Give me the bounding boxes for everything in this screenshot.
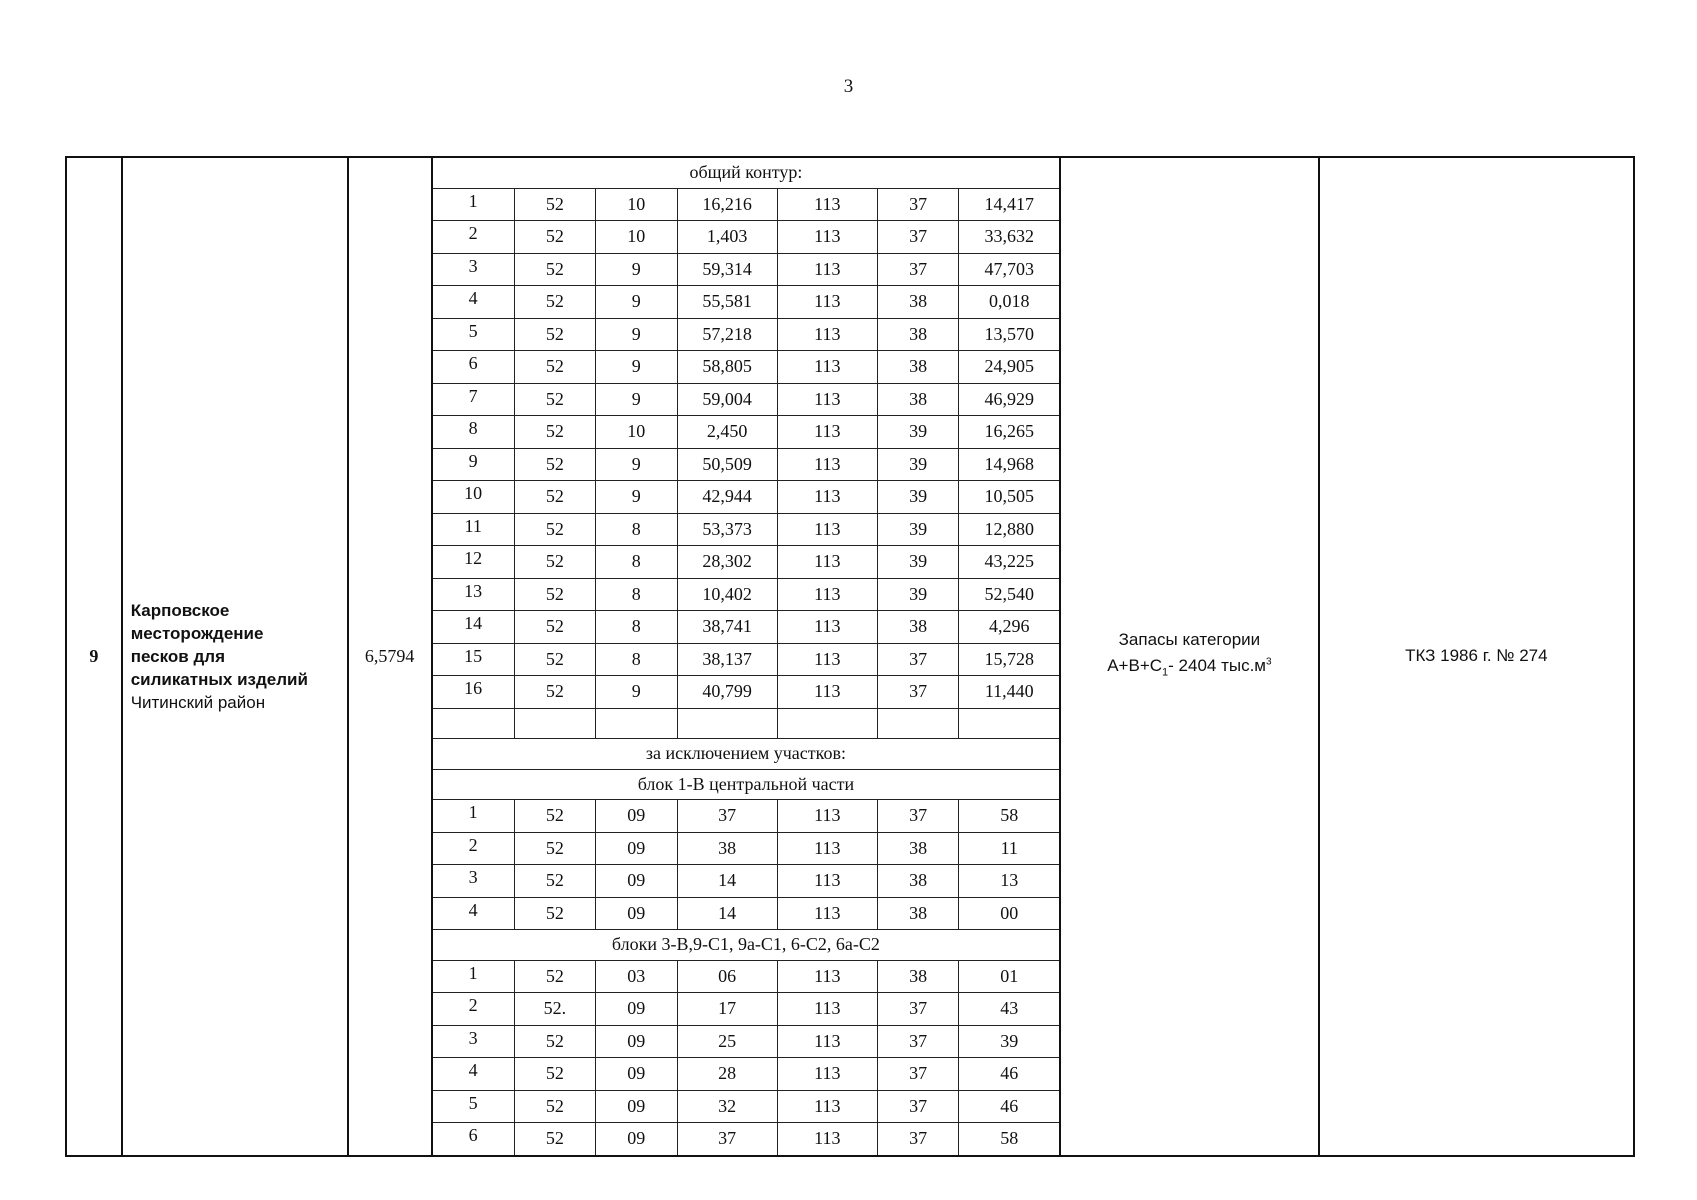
coordinate-value: 37 [877,1058,958,1091]
section-row [433,769,1059,800]
coordinate-value: 52 [514,481,595,514]
coordinate-value: 113 [777,1025,877,1058]
coordinate-value: 38 [677,832,777,865]
coordinate-value: 9 [596,318,677,351]
coordinate-value: 4,296 [959,611,1059,644]
coordinate-value: 39 [959,1025,1059,1058]
coordinate-value: 09 [596,800,677,833]
coordinate-row [433,676,1059,709]
coordinate-value: 52 [514,221,595,254]
coordinate-value: 37 [877,1025,958,1058]
point-number: 9 [433,448,514,481]
coordinate-row [433,286,1059,319]
coordinate-value: 37 [877,676,958,709]
coordinate-value: 16,216 [677,188,777,221]
coordinate-value: 15,728 [959,643,1059,676]
section-title: блоки 3-В,9-С1, 9а-С1, 6-С2, 6а-С2 [433,930,1059,961]
coordinate-value: 113 [777,897,877,930]
coordinate-value: 09 [596,1090,677,1123]
deposit-name-line: песков для [130,646,225,666]
deposit-name-line: силикатных изделий [130,669,308,689]
coordinate-row [433,993,1059,1026]
coordinate-value: 46 [959,1058,1059,1091]
coordinate-value: 113 [777,448,877,481]
reserves-cell [1060,157,1319,1156]
coordinate-row [433,318,1059,351]
coordinate-value: 52 [514,1058,595,1091]
coordinate-value: 10,505 [959,481,1059,514]
coordinate-value: 113 [777,351,877,384]
coordinate-value: 113 [777,318,877,351]
coordinate-value: 24,905 [959,351,1059,384]
coordinate-value: 52 [514,448,595,481]
coordinate-value: 9 [596,676,677,709]
coordinate-row [433,1090,1059,1123]
point-number: 4 [433,1058,514,1091]
coordinate-value: 38,137 [677,643,777,676]
coordinate-value: 113 [777,221,877,254]
coordinate-row [433,643,1059,676]
coordinate-value: 52 [514,513,595,546]
coordinate-value: 37 [877,253,958,286]
coordinate-value: 37 [877,800,958,833]
point-number: 11 [433,513,514,546]
coordinate-value: 09 [596,1058,677,1091]
coordinate-value: 8 [596,578,677,611]
coordinate-row [433,1025,1059,1058]
coordinate-value: 16,265 [959,416,1059,449]
coordinate-value: 09 [596,897,677,930]
coordinate-value: 52 [514,1123,595,1155]
coordinate-value: 113 [777,513,877,546]
coordinate-row [433,383,1059,416]
coordinate-row [433,253,1059,286]
coordinate-value: 28,302 [677,546,777,579]
coordinate-row [433,188,1059,221]
coordinate-value: 52 [514,832,595,865]
decision-cell: ТКЗ 1986 г. № 274 [1319,157,1634,1156]
section-title: за исключением участков: [433,739,1059,770]
coordinate-value: 38 [877,318,958,351]
coordinate-value: 113 [777,383,877,416]
coordinate-row [433,351,1059,384]
coordinate-value: 37 [877,993,958,1026]
section-title: блок 1-В центральной части [433,769,1059,800]
coordinate-value: 09 [596,832,677,865]
reserves-label: Запасы категории [1118,629,1261,649]
table-row [66,157,1634,1156]
section-row [433,158,1059,188]
area-value: 6,5794 [348,157,432,1156]
point-number: 3 [433,1025,514,1058]
coordinate-value: 38 [877,383,958,416]
empty-cell [596,708,677,739]
point-number: 14 [433,611,514,644]
section-row [433,930,1059,961]
coordinate-value: 39 [877,448,958,481]
empty-cell [777,708,877,739]
coordinates-table [433,158,1059,1155]
point-number: 5 [433,1090,514,1123]
coordinate-value: 46,929 [959,383,1059,416]
coordinate-value: 13,570 [959,318,1059,351]
coordinate-value: 10 [596,416,677,449]
coordinate-value: 28 [677,1058,777,1091]
point-number: 8 [433,416,514,449]
coordinate-value: 37 [877,1090,958,1123]
coordinate-value: 11 [959,832,1059,865]
coordinate-value: 59,004 [677,383,777,416]
coordinate-row [433,960,1059,993]
coordinates-cell [432,157,1060,1156]
coordinate-value: 43 [959,993,1059,1026]
coordinate-value: 113 [777,800,877,833]
coordinate-value: 37 [677,1123,777,1155]
coordinate-value: 8 [596,546,677,579]
point-number: 15 [433,643,514,676]
coordinate-value: 37 [877,221,958,254]
empty-cell [959,708,1059,739]
coordinate-value: 39 [877,546,958,579]
row-index: 9 [66,157,122,1156]
coordinate-value: 9 [596,383,677,416]
coordinate-value: 2,450 [677,416,777,449]
coordinate-value: 52 [514,643,595,676]
coordinate-value: 52 [514,253,595,286]
coordinate-row [433,832,1059,865]
coordinate-value: 52 [514,1090,595,1123]
coordinate-value: 13 [959,865,1059,898]
coordinate-value: 52 [514,188,595,221]
coordinate-value: 55,581 [677,286,777,319]
coordinate-value: 38 [877,865,958,898]
coordinate-value: 52 [514,546,595,579]
coordinate-value: 113 [777,188,877,221]
coordinate-value: 37 [877,643,958,676]
coordinate-value: 38 [877,960,958,993]
deposit-name-line: месторождение [130,623,264,643]
coordinate-value: 39 [877,416,958,449]
coordinate-value: 17 [677,993,777,1026]
coordinate-value: 113 [777,1090,877,1123]
coordinate-value: 50,509 [677,448,777,481]
district-name: Читинский район [130,692,266,712]
coordinate-value: 59,314 [677,253,777,286]
coordinate-value: 9 [596,351,677,384]
coordinate-value: 38 [877,611,958,644]
coordinate-value: 12,880 [959,513,1059,546]
coordinate-value: 52 [514,611,595,644]
point-number: 6 [433,351,514,384]
point-number: 10 [433,481,514,514]
coordinate-value: 113 [777,416,877,449]
point-number: 6 [433,1123,514,1155]
point-number: 5 [433,318,514,351]
coordinate-row [433,513,1059,546]
coordinate-value: 37 [877,188,958,221]
coordinate-value: 113 [777,253,877,286]
coordinate-value: 52 [514,286,595,319]
coordinate-value: 10,402 [677,578,777,611]
section-title: общий контур: [433,158,1059,188]
coordinate-value: 14,417 [959,188,1059,221]
coordinate-row [433,448,1059,481]
coordinate-value: 113 [777,578,877,611]
coordinate-value: 33,632 [959,221,1059,254]
coordinate-value: 38 [877,351,958,384]
coordinate-value: 03 [596,960,677,993]
coordinate-value: 113 [777,611,877,644]
coordinate-value: 58 [959,800,1059,833]
coordinate-value: 9 [596,481,677,514]
page-number: 3 [843,76,854,97]
coordinate-value: 09 [596,1025,677,1058]
point-number: 4 [433,897,514,930]
coordinate-row [433,800,1059,833]
coordinate-value: 58,805 [677,351,777,384]
point-number: 3 [433,253,514,286]
point-number: 16 [433,676,514,709]
coordinate-value: 57,218 [677,318,777,351]
coordinate-value: 9 [596,253,677,286]
coordinate-row [433,481,1059,514]
empty-cell [514,708,595,739]
coordinate-value: 09 [596,865,677,898]
coordinate-value: 52,540 [959,578,1059,611]
deposit-name-line: Карповское [130,600,230,620]
coordinate-value: 52. [514,993,595,1026]
empty-cell [677,708,777,739]
coordinate-value: 52 [514,676,595,709]
point-number: 7 [433,383,514,416]
coordinate-value: 14,968 [959,448,1059,481]
empty-cell [877,708,958,739]
coordinate-value: 9 [596,448,677,481]
coordinate-value: 113 [777,1123,877,1155]
coordinate-value: 00 [959,897,1059,930]
coordinate-value: 8 [596,513,677,546]
coordinate-value: 39 [877,578,958,611]
coordinate-value: 09 [596,1123,677,1155]
coordinate-value: 1,403 [677,221,777,254]
coordinate-row [433,416,1059,449]
empty-cell [433,708,514,739]
section-row [433,739,1059,770]
coordinate-value: 11,440 [959,676,1059,709]
coordinate-value: 32 [677,1090,777,1123]
deposit-table [65,156,1635,1157]
coordinate-value: 52 [514,318,595,351]
coordinate-value: 14 [677,897,777,930]
coordinate-value: 113 [777,286,877,319]
coordinate-value: 52 [514,1025,595,1058]
coordinate-value: 9 [596,286,677,319]
point-number: 1 [433,188,514,221]
coordinate-value: 52 [514,416,595,449]
point-number: 13 [433,578,514,611]
coordinate-value: 113 [777,960,877,993]
coordinate-value: 10 [596,188,677,221]
coordinate-row [433,1123,1059,1155]
coordinate-value: 52 [514,578,595,611]
point-number: 1 [433,800,514,833]
point-number: 2 [433,832,514,865]
point-number: 3 [433,865,514,898]
coordinate-row [433,578,1059,611]
coordinate-value: 52 [514,800,595,833]
coordinate-value: 8 [596,643,677,676]
coordinate-value: 113 [777,832,877,865]
point-number: 2 [433,993,514,1026]
coordinate-value: 113 [777,676,877,709]
coordinate-value: 113 [777,865,877,898]
coordinate-value: 113 [777,546,877,579]
coordinate-row [433,221,1059,254]
reserves-formula: $А+В+С_1-$ 2404 $тыс.м^3$ [1107,656,1272,679]
coordinate-value: 37 [877,1123,958,1155]
coordinate-value: 0,018 [959,286,1059,319]
coordinate-value: 52 [514,865,595,898]
coordinate-value: 06 [677,960,777,993]
coordinate-value: 113 [777,643,877,676]
coordinate-value: 40,799 [677,676,777,709]
coordinate-value: 09 [596,993,677,1026]
coordinate-value: 01 [959,960,1059,993]
point-number: 1 [433,960,514,993]
coordinate-row [433,897,1059,930]
coordinate-value: 42,944 [677,481,777,514]
coordinate-value: 38,741 [677,611,777,644]
coordinate-value: 14 [677,865,777,898]
coordinate-value: 46 [959,1090,1059,1123]
coordinate-row [433,611,1059,644]
coordinate-value: 52 [514,897,595,930]
coordinate-value: 38 [877,286,958,319]
coordinate-value: 113 [777,1058,877,1091]
coordinate-value: 25 [677,1025,777,1058]
point-number: 2 [433,221,514,254]
coordinate-value: 39 [877,481,958,514]
coordinate-row [433,546,1059,579]
coordinate-value: 52 [514,383,595,416]
point-number: 12 [433,546,514,579]
coordinate-value: 37 [677,800,777,833]
coordinate-value: 53,373 [677,513,777,546]
coordinate-value: 58 [959,1123,1059,1155]
coordinate-value: 39 [877,513,958,546]
point-number: 4 [433,286,514,319]
coordinate-row [433,1058,1059,1091]
coordinate-value: 47,703 [959,253,1059,286]
coordinate-row [433,865,1059,898]
deposit-name-cell [122,157,348,1156]
coordinate-value: 52 [514,351,595,384]
coordinate-value: 113 [777,993,877,1026]
coordinate-value: 8 [596,611,677,644]
coordinate-value: 52 [514,960,595,993]
coordinate-value: 38 [877,832,958,865]
coordinate-value: 38 [877,897,958,930]
coordinate-value: 43,225 [959,546,1059,579]
coordinate-value: 113 [777,481,877,514]
coordinate-value: 10 [596,221,677,254]
empty-row [433,708,1059,739]
